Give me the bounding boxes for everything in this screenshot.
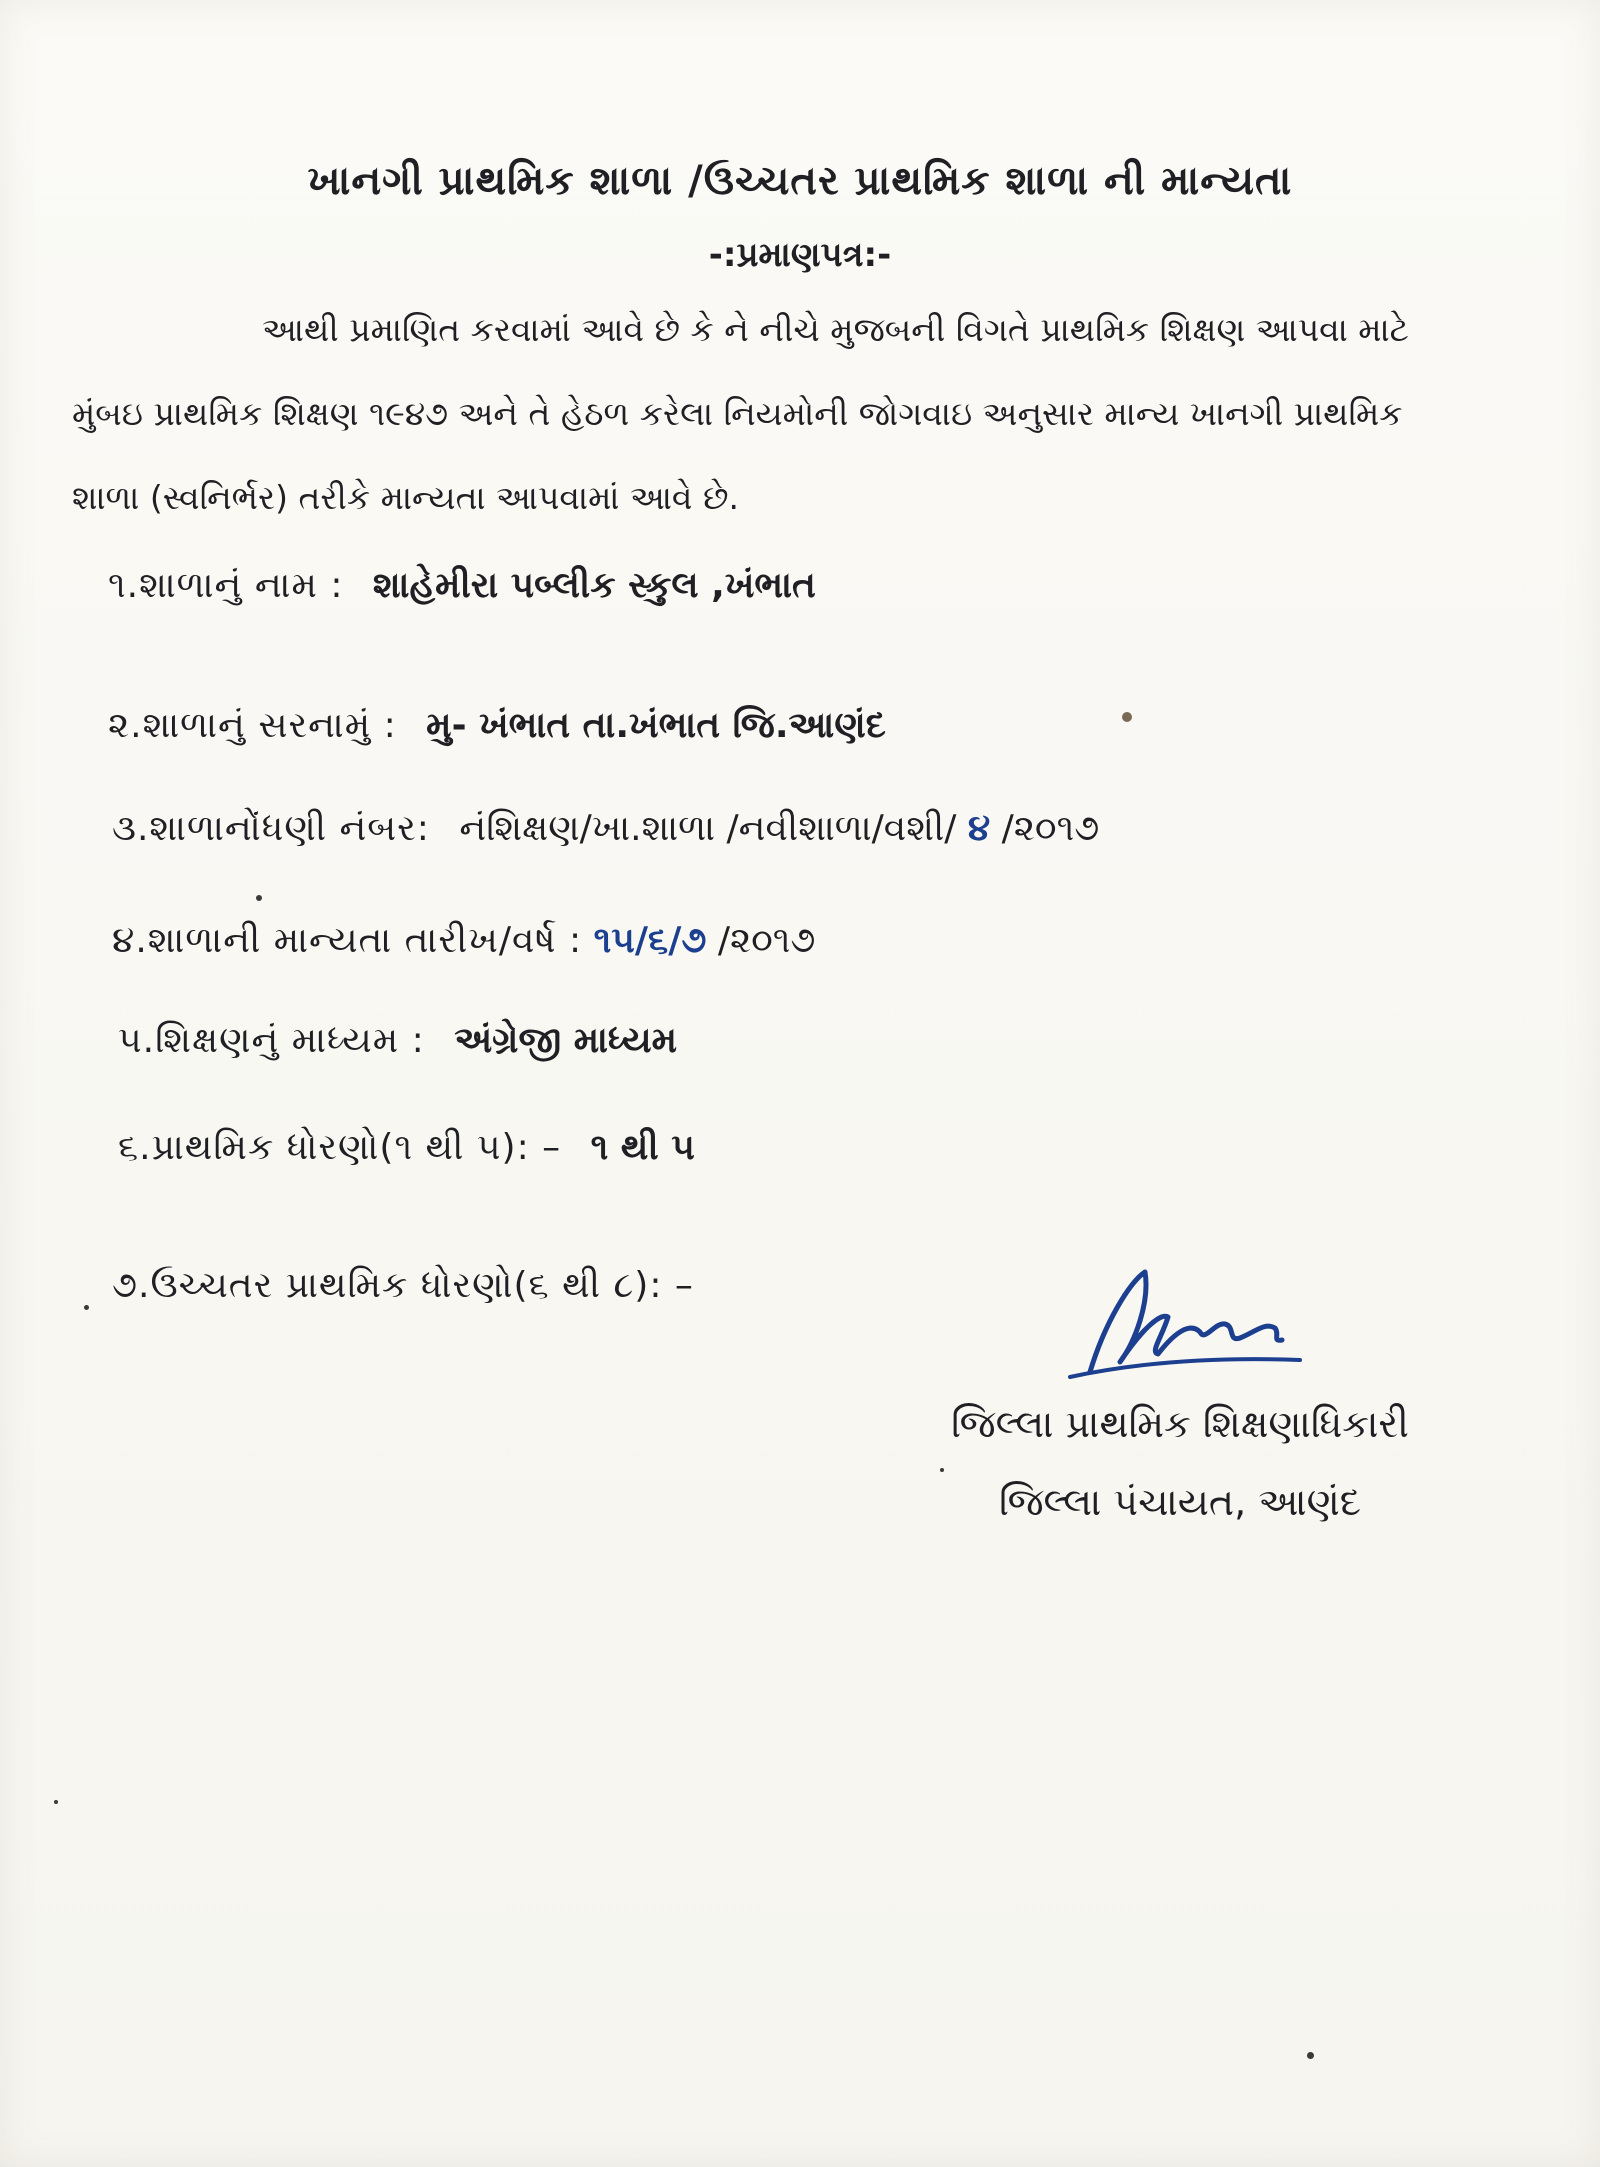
registration-number-handwritten: ૪ <box>967 808 991 849</box>
item-medium <box>118 1020 677 1062</box>
signatory-block <box>900 1385 1460 1541</box>
paper-speck <box>1307 2052 1314 2059</box>
primary-standards-value: ૧ થી ૫ <box>590 1127 695 1168</box>
paragraph-line-2: મુંબઇ પ્રાથમિક શિક્ષણ ૧૯૪૭ અને તે હેઠળ કરેલા નિયમોની જોગવાઇ અનુસાર માન્ય ખાનગી પ્રાથમિક <box>72 394 1403 433</box>
paper-speck <box>54 1800 58 1804</box>
school-address-value: મુ- ખંભાત તા.ખંભાત જિ.આણંદ <box>426 705 886 746</box>
document-subtitle: -:પ્રમાણપત્ર:- <box>708 235 892 275</box>
medium-label: ૫.શિક્ષણનું માધ્યમ : <box>118 1020 425 1061</box>
item-registration-number <box>112 808 1099 850</box>
registration-number-label: ૩.શાળાનોંધણી નંબર: <box>112 808 430 849</box>
medium-value: અંગ્રેજી માધ્યમ <box>454 1020 678 1061</box>
paper-speck <box>256 895 262 901</box>
paper-speck <box>940 1468 944 1472</box>
item-recognition-date <box>112 920 815 962</box>
item-school-name <box>108 565 816 607</box>
certification-paragraph <box>72 288 1482 540</box>
upper-primary-standards-label: ૭.ઉચ્ચતર પ્રાથમિક ધોરણો(૬ થી ૮): – <box>112 1265 694 1306</box>
item-upper-primary-standards <box>112 1265 712 1307</box>
paper-speck <box>84 1305 89 1310</box>
paragraph-line-1: આથી પ્રમાણિત કરવામાં આવે છે કે ને નીચે મુજબની વિગતે પ્રાથમિક શિક્ષણ આપવા માટે <box>262 310 1409 349</box>
document-title: ખાનગી પ્રાથમિક શાળા /ઉચ્ચતર પ્રાથમિક શાળા ની માન્યતા <box>307 158 1293 204</box>
school-name-value: શાહેમીરા પબ્લીક સ્કુલ ,ખંભાત <box>372 565 816 606</box>
registration-number-suffix: /૨૦૧૭ <box>1001 808 1100 849</box>
school-address-label: ૨.શાળાનું સરનામું : <box>108 705 397 746</box>
signatory-office: જિલ્લા પંચાયત, આણંદ <box>999 1480 1361 1524</box>
paper-speck <box>1122 712 1132 722</box>
signatory-designation: જિલ્લા પ્રાથમિક શિક્ષણાધિકારી <box>951 1402 1409 1446</box>
registration-number-value: નંશિક્ષણ/ખા.શાળા /નવીશાળા/વશી/ <box>459 808 957 849</box>
recognition-date-suffix: /૨૦૧૭ <box>717 920 816 961</box>
item-primary-standards <box>118 1127 695 1169</box>
recognition-date-label: ૪.શાળાની માન્યતા તારીખ/વર્ષ : <box>112 920 583 961</box>
officer-signature <box>1050 1262 1310 1392</box>
school-name-label: ૧.શાળાનું નામ : <box>108 565 344 606</box>
item-school-address <box>108 705 886 747</box>
primary-standards-label: ૬.પ્રાથમિક ધોરણો(૧ થી ૫): – <box>118 1127 562 1168</box>
recognition-date-handwritten: ૧૫/૬/૭ <box>593 920 707 961</box>
paragraph-line-3: શાળા (સ્વનિર્ભર) તરીકે માન્યતા આપવામાં આવે છે. <box>72 478 739 517</box>
